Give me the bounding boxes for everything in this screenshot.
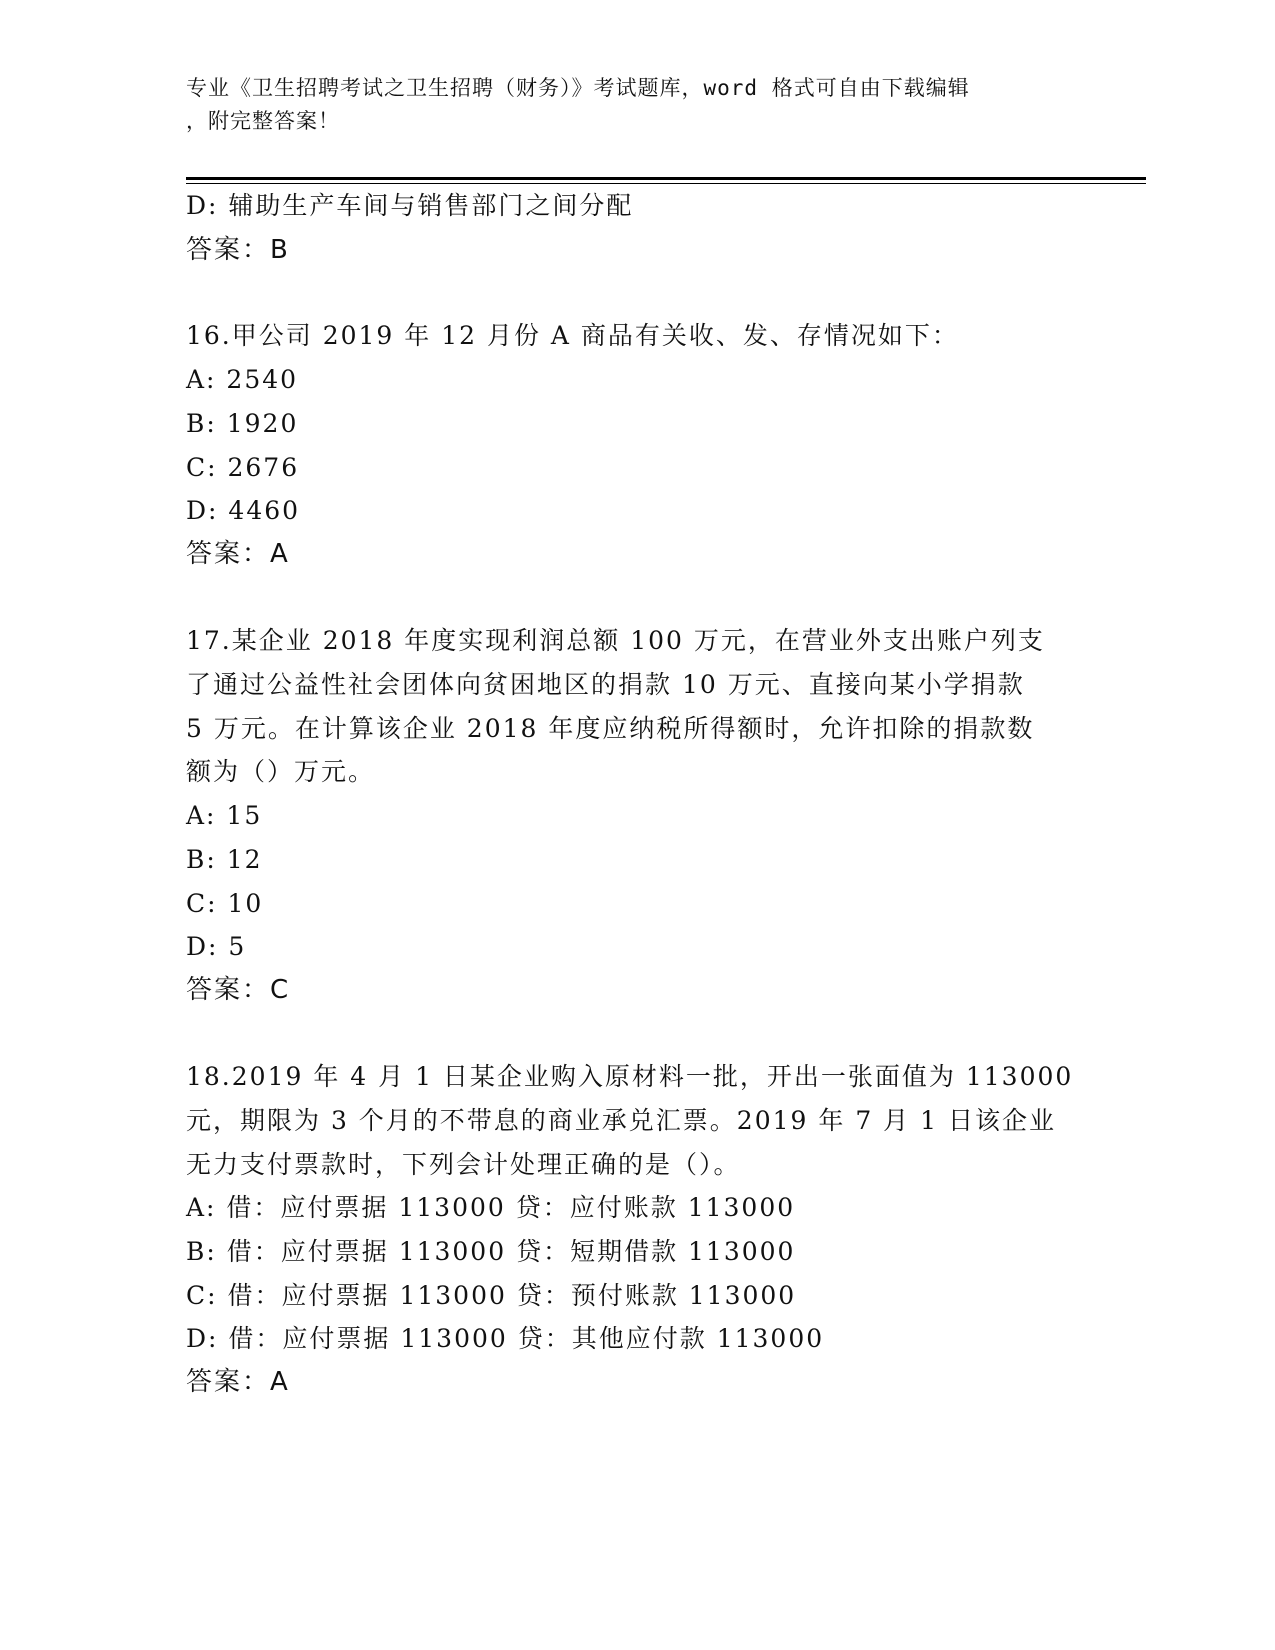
q16-answer: 答案：A [186, 539, 290, 569]
q18-stem-line-2: 元，期限为 3 个月的不带息的商业承兑汇票。2019 年 7 月 1 日该企业 [186, 1106, 1056, 1135]
q18-stem-line-1: 18.2019 年 4 月 1 日某企业购入原材料一批，开出一张面值为 113000 [186, 1062, 1074, 1091]
q17-option-b: B: 12 [186, 845, 263, 874]
header-divider-thin [186, 183, 1146, 184]
document-header [186, 72, 1076, 138]
q15-option-d: D: 辅助生产车间与销售部门之间分配 [186, 191, 634, 220]
q15-answer: 答案：B [186, 235, 290, 265]
q16-stem: 16.甲公司 2019 年 12 月份 A 商品有关收、发、存情况如下： [186, 321, 959, 350]
q16-option-c: C: 2676 [186, 453, 300, 482]
q18-option-a: A: 借：应付票据 113000 贷：应付账款 113000 [186, 1193, 796, 1222]
header-divider-thick [186, 177, 1146, 180]
q18-stem-line-3: 无力支付票款时，下列会计处理正确的是（）。 [186, 1150, 741, 1179]
q17-stem-line-1: 17.某企业 2018 年度实现利润总额 100 万元，在营业外支出账户列支 [186, 626, 1045, 655]
q17-stem-line-4: 额为（）万元。 [186, 757, 376, 786]
q17-stem-line-2: 了通过公益性社会团体向贫困地区的捐款 10 万元、直接向某小学捐款 [186, 670, 1025, 699]
q16-option-b: B: 1920 [186, 409, 299, 438]
q18-option-c: C: 借：应付票据 113000 贷：预付账款 113000 [186, 1281, 797, 1310]
q16-option-a: A: 2540 [186, 365, 299, 394]
q17-option-c: C: 10 [186, 889, 264, 918]
q17-stem-line-3: 5 万元。在计算该企业 2018 年度应纳税所得额时，允许扣除的捐款数 [186, 714, 1035, 743]
q18-answer: 答案：A [186, 1367, 290, 1397]
q18-option-d: D: 借：应付票据 113000 贷：其他应付款 113000 [186, 1324, 825, 1353]
q18-option-b: B: 借：应付票据 113000 贷：短期借款 113000 [186, 1237, 796, 1266]
header-line-2: ，附完整答案！ [186, 109, 340, 133]
q17-option-a: A: 15 [186, 801, 263, 830]
q17-option-d: D: 5 [186, 932, 247, 961]
q16-option-d: D: 4460 [186, 496, 301, 525]
q17-answer: 答案：C [186, 975, 291, 1005]
header-line-1: 专业《卫生招聘考试之卫生招聘（财务）》考试题库，word 格式可自由下载编辑 [186, 76, 970, 100]
